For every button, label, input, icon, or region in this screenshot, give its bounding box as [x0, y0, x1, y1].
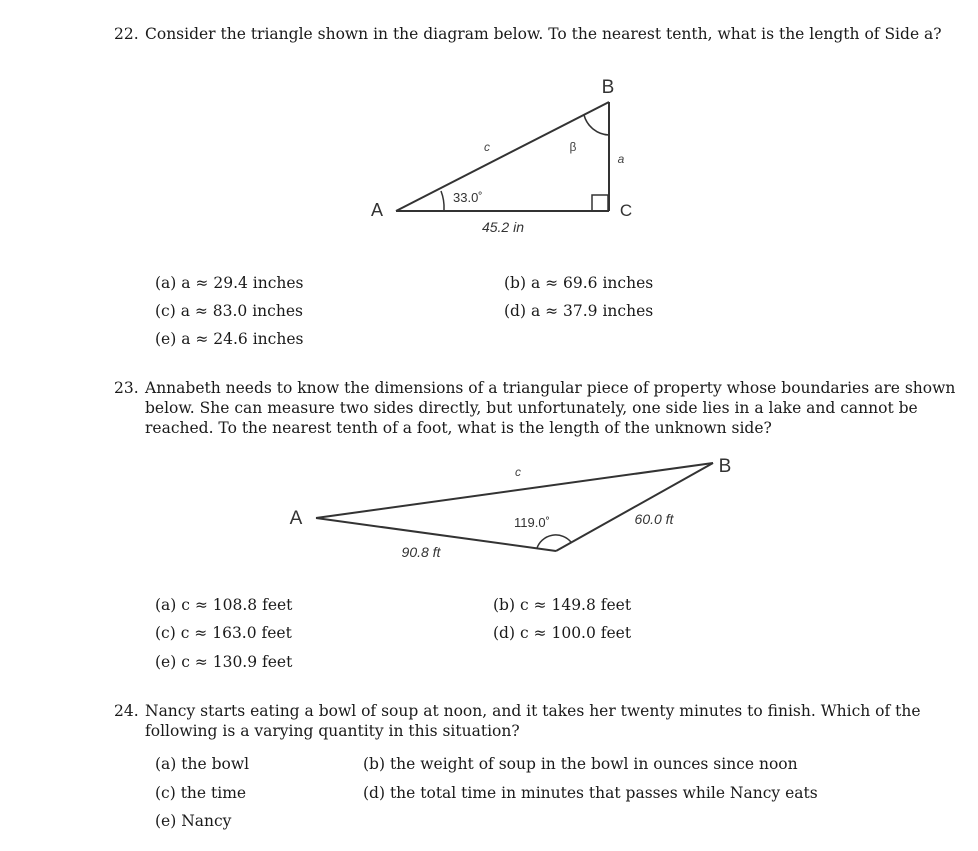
question-24-line-2: following is a varying quantity in this situation? [145, 722, 520, 740]
question-23-line-3: reached. To the nearest tenth of a foot, what is the length of the unknown side? [145, 419, 772, 437]
q22-option-d[interactable]: (d) a ≈ 37.9 inches [504, 302, 654, 320]
angle-a-value: 33.0˚ [453, 190, 483, 205]
vertex-b-label: B [718, 456, 732, 477]
angle-c-value: 119.0˚ [514, 515, 550, 530]
question-24-line-1: Nancy starts eating a bowl of soup at noon, and it takes her twenty minutes to finish. Which of the [145, 702, 921, 720]
question-23-line-2: below. She can measure two sides directly, but unfortunately, one side lies in a lake and cannot be [145, 399, 918, 417]
q22-option-a[interactable]: (a) a ≈ 29.4 inches [155, 274, 304, 292]
vertex-a-label: A [289, 508, 303, 529]
angle-beta-label: β [569, 140, 577, 154]
vertex-c-label: C [619, 201, 633, 220]
side-a-label: a [617, 152, 625, 166]
q24-option-e[interactable]: (e) Nancy [155, 812, 232, 830]
question-22-number: 22. [114, 25, 139, 43]
q22-option-c[interactable]: (c) a ≈ 83.0 inches [155, 302, 303, 320]
base-length-label: 45.2 in [481, 219, 525, 235]
side-bc-length-label: 60.0 ft [634, 511, 674, 527]
side-a-line [556, 463, 713, 551]
question-24-number: 24. [114, 702, 139, 720]
question-23-number: 23. [114, 379, 139, 397]
q24-option-c[interactable]: (c) the time [155, 784, 247, 802]
vertex-b-label: B [601, 77, 615, 98]
q22-option-e[interactable]: (e) a ≈ 24.6 inches [155, 330, 304, 348]
vertex-a-label: A [370, 200, 384, 220]
q22-option-b[interactable]: (b) a ≈ 69.6 inches [504, 274, 654, 292]
side-ac-length-label: 90.8 ft [401, 544, 441, 560]
q23-option-e[interactable]: (e) c ≈ 130.9 feet [155, 653, 293, 671]
q24-option-a[interactable]: (a) the bowl [155, 755, 250, 773]
q23-option-c[interactable]: (c) c ≈ 163.0 feet [155, 624, 292, 642]
question-23-line-1: Annabeth needs to know the dimensions of a triangular piece of property whose boundaries are shown [145, 379, 956, 397]
question-22-text: Consider the triangle shown in the diagram below. To the nearest tenth, what is the length of Side a? [145, 25, 942, 43]
q24-option-b[interactable]: (b) the weight of soup in the bowl in ounces since noon [363, 755, 798, 773]
q23-option-d[interactable]: (d) c ≈ 100.0 feet [493, 624, 632, 642]
q23-option-b[interactable]: (b) c ≈ 149.8 feet [493, 596, 632, 614]
q23-option-a[interactable]: (a) c ≈ 108.8 feet [155, 596, 293, 614]
side-c-label: c [484, 140, 490, 154]
q24-option-d[interactable]: (d) the total time in minutes that passes while Nancy eats [363, 784, 818, 802]
side-c-label: c [515, 465, 521, 479]
